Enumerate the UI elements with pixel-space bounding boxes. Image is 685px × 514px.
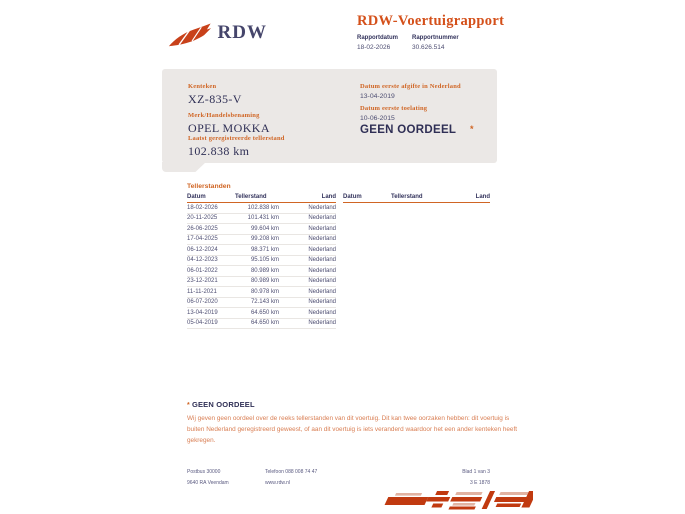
row-datum: 20-11-2025 [187,215,218,222]
odometer-table-left [187,193,336,329]
footer-website: www.rdw.nl [265,480,291,486]
row-tellerstand: 102.838 km [247,204,279,211]
table-row [187,256,336,267]
col-header-datum: Datum [343,194,362,200]
row-land: Nederland [308,257,336,264]
rdw-stripe-flag-icon [368,489,533,513]
row-datum: 04-12-2023 [187,257,218,264]
footer-form-code: 3 E 1878 [469,480,490,486]
merk-label: Merk/Handelsbenaming [188,112,260,119]
row-land: Nederland [308,267,336,274]
col-header-tellerstand: Tellerstand [391,194,423,200]
first-issue-value: 13-04-2019 [360,93,395,100]
table-row [187,224,336,235]
report-number-group [412,35,459,51]
table-row [187,235,336,246]
box-tail-decoration [162,162,206,172]
row-land: Nederland [308,278,336,285]
footer-address [187,467,229,489]
row-land: Nederland [308,288,336,295]
row-tellerstand: 72.143 km [250,299,279,306]
row-land: Nederland [308,299,336,306]
footer-phone: Telefoon 088 008 74 47 [265,469,318,475]
report-date-label: Rapportdatum [357,35,398,41]
odometer-label: Laatst geregistreerde tellerstand [188,135,285,142]
note-title: GEEN OORDEEL [191,400,255,409]
vehicle-box-right-column [360,78,482,125]
row-land: Nederland [308,309,336,316]
report-date-group [357,35,398,51]
row-datum: 05-04-2019 [187,320,218,327]
col-header-land: Land [321,194,336,200]
row-datum: 06-01-2022 [187,267,218,274]
table-row [187,277,336,288]
footer-page-number: Blad 1 van 3 [462,469,490,475]
odometer-value: 102.838 km [188,144,250,158]
table-header-row [187,193,336,203]
footer-paging [462,467,490,489]
col-header-datum: Datum [187,194,206,200]
note-body: Wij geven geen oordeel over de reeks tellerstanden van dit voertuig. Dit kan twee oorzaken hebben: dit voertuig is buiten Nederland geregistreerd geweest, of aan dit voertuig is iets veranderd waardoor het een ander kenteken heeft gekregen. [187,415,518,444]
odometer-table-right [343,193,490,203]
row-tellerstand: 99.604 km [250,225,279,232]
report-date-value: 18-02-2026 [357,44,391,51]
table-row [187,203,336,214]
table-row [187,287,336,298]
report-number-value: 30.626.514 [412,44,445,51]
vehicle-box-left-column [188,78,348,138]
vehicle-summary-box [162,69,497,163]
row-datum: 23-12-2021 [187,278,218,285]
tellerstanden-title: Tellerstanden [187,183,231,190]
row-land: Nederland [308,215,336,222]
row-land: Nederland [308,225,336,232]
rdw-logo [167,19,267,53]
row-datum: 06-07-2020 [187,299,218,306]
col-header-tellerstand: Tellerstand [235,194,267,200]
row-datum: 13-04-2019 [187,309,218,316]
rdw-wordmark: RDW [217,22,267,43]
footer-city: 9640 RA Veendam [187,480,229,486]
table-row [187,214,336,225]
row-tellerstand: 64.650 km [250,309,279,316]
row-land: Nederland [308,320,336,327]
col-header-land: Land [475,194,490,200]
verdict-text: GEEN OORDEEL [360,124,457,136]
note-heading [187,400,519,409]
first-admission-label: Datum eerste toelating [360,105,428,112]
row-tellerstand: 64.650 km [250,320,279,327]
report-number-label: Rapportnummer [412,35,459,41]
table-row [187,319,336,330]
row-datum: 18-02-2026 [187,204,218,211]
row-land: Nederland [308,236,336,243]
row-tellerstand: 80.978 km [250,288,279,295]
row-tellerstand: 80.989 km [250,278,279,285]
row-tellerstand: 80.989 km [250,267,279,274]
row-tellerstand: 99.208 km [250,236,279,243]
table-row [187,245,336,256]
footer-contact [265,467,317,489]
first-admission-value: 10-06-2015 [360,115,395,122]
kenteken-label: Kenteken [188,83,217,90]
table-row [187,308,336,319]
row-tellerstand: 98.371 km [250,246,279,253]
table-header-row [343,193,490,203]
row-datum: 11-11-2021 [187,288,217,295]
row-datum: 06-12-2024 [187,246,218,253]
footer-postbus: Postbus 30000 [187,469,221,475]
row-datum: 26-06-2025 [187,225,218,232]
document-title: RDW-Voertuigrapport [357,13,505,29]
row-datum: 17-04-2025 [187,236,218,243]
row-tellerstand: 101.431 km [247,215,279,222]
row-tellerstand: 95.105 km [250,257,279,264]
table-row [187,266,336,277]
row-land: Nederland [308,204,336,211]
verdict-note [187,400,519,446]
table-row [187,298,336,309]
odometer-group [188,135,285,161]
rdw-flag-icon [167,20,212,52]
verdict-asterisk: * [470,124,474,134]
report-meta [357,35,459,51]
kenteken-value: XZ-835-V [188,92,242,106]
merk-value: OPEL MOKKA [188,121,270,135]
note-asterisk: * [187,402,190,409]
first-issue-label: Datum eerste afgifte in Nederland [360,83,461,90]
row-land: Nederland [308,246,336,253]
